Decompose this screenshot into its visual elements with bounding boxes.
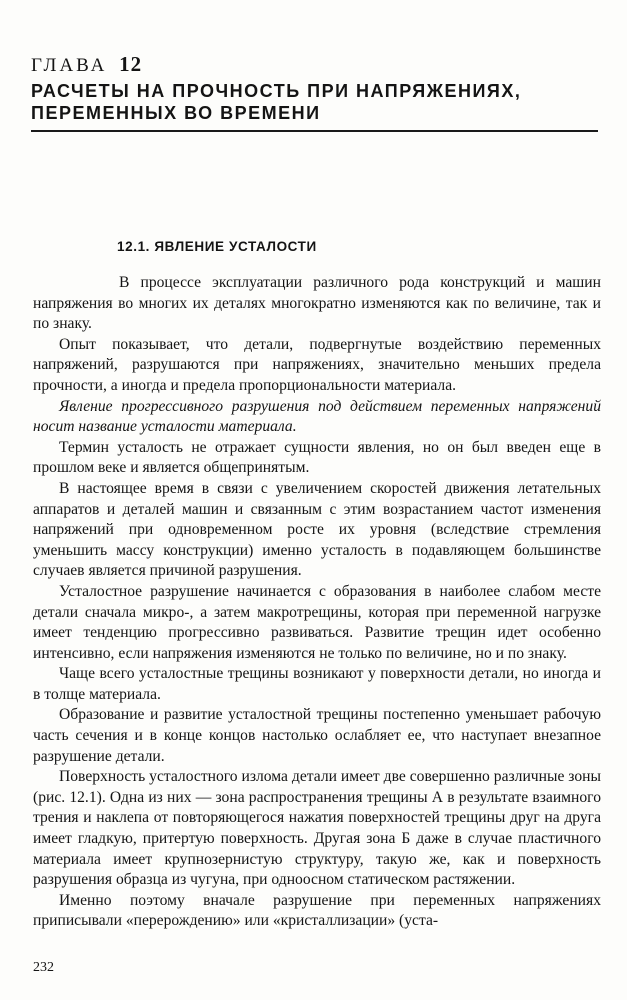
- chapter-title: РАСЧЕТЫ НА ПРОЧНОСТЬ ПРИ НАПРЯЖЕНИЯХ, ПЕРЕМЕННЫХ ВО ВРЕМЕНИ: [31, 81, 522, 123]
- paragraph: Поверхность усталостного излома детали имеет две совершенно различные зоны (рис. 12.1). Одна из них — зона распространения трещины А в результате взаимного трения и наклепа от повторяющегося нажатия поверхностей трещины друг на друга имеет гладкую, притертую поверхность. Другая зона Б даже в случае пластичного материала имеет крупнозернистую структуру, такую же, как и поверхность разрушения образца из чугуна, при одноосном статическом растяжении.: [33, 768, 601, 889]
- title-divider: [31, 130, 598, 132]
- body-text: [33, 273, 601, 932]
- paragraph: [33, 397, 601, 438]
- paragraph: Усталостное разрушение начинается с образования в наиболее слабом месте детали сначала микро-, а затем макротрещины, которая при переменной нагрузке имеет тенденцию прогрессивно развиваться. Развитие трещин идет особенно интенсивно, если напряжения изменяются не только по величине, но и по знаку.: [33, 582, 601, 662]
- paragraph: Образование и развитие усталостной трещины постепенно уменьшает рабочую часть сечения и в конце концов настолько ослабляет ее, что наступает внезапное разрушение детали.: [33, 706, 601, 765]
- paragraph: Именно поэтому вначале разрушение при переменных напряжениях приписывали «перерождению» или «кристаллизации» (уста-: [33, 891, 601, 930]
- paragraph: Термин усталость не отражает сущности явления, но он был введен еще в прошлом веке и является общепринятым.: [33, 438, 601, 477]
- paragraph: В процессе эксплуатации различного рода конструкций и машин напряжения во многих их деталях многократно изменяются как по величине, так и по знаку.: [33, 274, 601, 333]
- section-heading: 12.1. ЯВЛЕНИЕ УСТАЛОСТИ: [117, 239, 317, 254]
- paragraph: В настоящее время в связи с увеличением скоростей движения летательных аппаратов и деталей машин и связанным с этим возрастанием частот изменения напряжений при одновременном росте их уровня (вследствие стремления уменьшить массу конструкции) именно усталость в подавляющем большинстве случаев является причиной разрушения.: [33, 479, 601, 580]
- paragraph: Чаще всего усталостные трещины возникают у поверхности детали, но иногда и в толще материала.: [33, 665, 601, 703]
- paragraph: Опыт показывает, что детали, подвергнутые воздействию переменных напряжений, разрушаются при напряжениях, значительно меньших предела прочности, а иногда и предела пропорциональности материала.: [33, 335, 601, 394]
- page-number: 232: [33, 960, 54, 975]
- chapter-number: 12: [119, 52, 143, 76]
- chapter-word: ГЛАВА: [31, 55, 108, 76]
- chapter-label: [31, 52, 142, 77]
- italic-definition: Явление прогрессивного разрушения под действием переменных напряжений носит название усталости материала.: [33, 397, 601, 436]
